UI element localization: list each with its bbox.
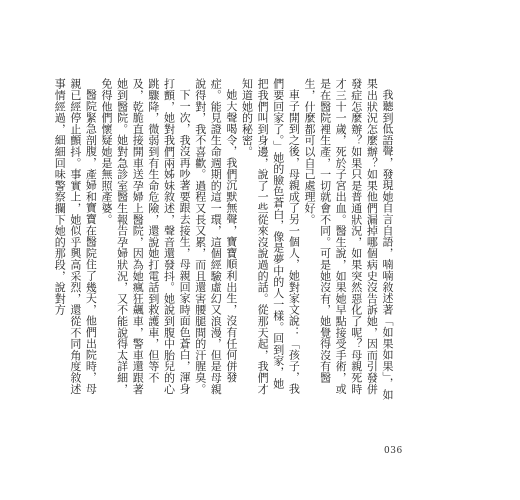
paragraph: 醫院緊急剖腹，產婦和寶寶在醫院住了幾天，他們出院時，母親已經停止顫抖。事實上，她似乎興高采烈，還從不同角度敘述事情經過，細細回味警察攔下她的那段，說對方 <box>53 78 98 395</box>
page-number: 036 <box>384 446 403 456</box>
paragraph: 下一次，我沒再吵著要跟去接生，母親回家時面色蒼白，渾身打顫，她對我們兩姊妹敘述，聲音還發抖。她說到腹中胎兒的心跳驟降，微弱到有生命危險，還說她打電話到救護車，但等不及，乾脆直接開車送孕婦上醫院，因為她瘋狂飆車，警車還跟著她到醫院。她對急診室醫生報告孕婦狀況，又不能說得太詳細，免得他們懷疑她是無照產婆。 <box>100 78 192 395</box>
paragraph: 她大聲喝令，我們沉默無聲，寶寶順利出生，沒有任何併發症。能見證生命週期的這一環，這個經驗虛幻又浪漫，但是母親說得對，我不喜歡。過程又長又累，而且還害腰腿間的汗腥臭。 <box>193 78 238 395</box>
paragraph: 車子開到之後，母親成了另一個人，她對家文說：「孩子，我們要回家了。」她的臉色蒼白，像是夢中的人一樣。回到家，她把我們叫到身邊，說了一些從來沒說過的話。從那天起，我們才知道她的秘密。 <box>240 78 301 395</box>
body-text <box>53 78 395 400</box>
paragraph: 我聽到低語聲，發現她自言自語，喃喃敘述著「如果如果」，如果出狀況怎麼辦？如果他們漏掉哪個病史沒告訴她，因而引發併發症怎麼辦？如果只是普通狀況，如果突然惡化了呢？母親死時才三十一歲，死於子宮出血。醫生說，如果她早點接受手術，或是在醫院裡生產，一切就會不同。可是她沒有，她覺得沒有醫生，什麼都可以自己處理好。 <box>302 78 394 400</box>
